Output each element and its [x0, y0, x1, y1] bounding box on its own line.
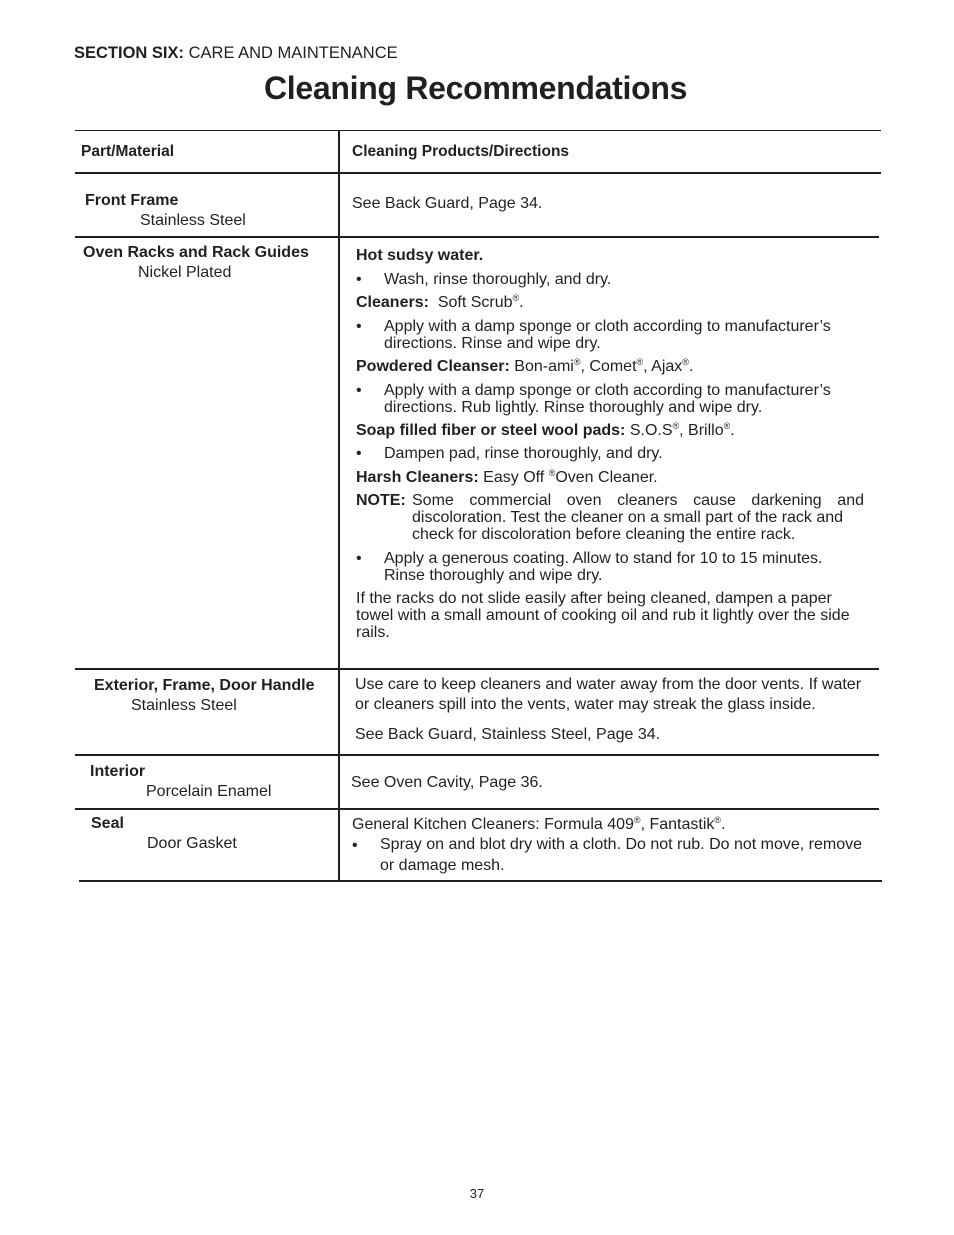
harsh-product: Oven Cleaner. — [555, 469, 658, 486]
row-divider — [75, 668, 879, 670]
tip-line-1: If the racks do not slide easily after being cleaned, dampen a paper — [356, 590, 832, 607]
bullet: • — [356, 318, 362, 335]
pads-line — [356, 422, 735, 439]
cleaners-step-line-2: directions. Rinse and wipe dry. — [384, 335, 601, 352]
cleaners-step-line-1: Apply with a damp sponge or cloth according to manufacturer’s — [384, 318, 831, 335]
seal-general-line — [352, 815, 725, 835]
punctuation: . — [519, 294, 524, 311]
hot-water-step: Wash, rinse thoroughly, and dry. — [384, 271, 612, 288]
note-label: NOTE: — [356, 492, 406, 509]
punctuation: , — [640, 816, 650, 833]
tip-line-2: towel with a small amount of cooking oil and rub it lightly over the side — [356, 607, 850, 624]
registered-mark: ® — [548, 468, 556, 478]
registered-mark: ® — [682, 357, 689, 367]
bullet: • — [352, 837, 358, 854]
section-name: CARE AND MAINTENANCE — [188, 44, 398, 62]
part-name: Oven Racks and Rack Guides — [83, 244, 309, 261]
part-material: Nickel Plated — [138, 264, 232, 281]
powdered-product: Comet — [589, 358, 637, 375]
row-divider — [75, 754, 879, 756]
punctuation: . — [721, 816, 726, 833]
pads-product: S.O.S — [629, 422, 673, 439]
bullet: • — [356, 271, 362, 288]
pads-label: Soap filled fiber or steel wool pads: — [356, 422, 626, 439]
registered-mark: ® — [636, 357, 644, 367]
column-header-part: Part/Material — [81, 143, 175, 160]
registered-mark: ® — [672, 421, 680, 431]
registered-mark: ® — [512, 293, 520, 303]
harsh-line — [356, 469, 658, 486]
cleaners-product: Soft Scrub — [437, 294, 513, 311]
note-line-3: check for discoloration before cleaning the entire rack. — [412, 526, 796, 543]
powdered-product: Ajax — [651, 358, 683, 375]
harsh-label: Harsh Cleaners: — [356, 469, 479, 486]
harsh-step-line-1: Apply a generous coating. Allow to stand for 10 to 15 minutes. — [384, 550, 823, 567]
pads-product: Brillo — [688, 422, 724, 439]
part-name: Seal — [91, 815, 124, 832]
powdered-line — [356, 358, 693, 375]
punctuation: , — [580, 358, 590, 375]
part-name: Exterior, Frame, Door Handle — [94, 677, 315, 694]
seal-general-product: Fantastik — [649, 816, 715, 833]
seal-general-prefix: General Kitchen Cleaners: Formula 409 — [352, 816, 634, 833]
bullet: • — [356, 445, 362, 462]
column-header-directions: Cleaning Products/Directions — [352, 143, 570, 160]
registered-mark: ® — [573, 357, 581, 367]
bullet: • — [356, 550, 362, 567]
directions-text: See Oven Cavity, Page 36. — [351, 774, 543, 791]
punctuation: . — [730, 422, 735, 439]
part-material: Stainless Steel — [131, 697, 237, 714]
section-label: SECTION SIX: — [74, 44, 185, 62]
tip-line-3: rails. — [356, 624, 390, 641]
header-bottom-rule — [75, 172, 881, 174]
directions-text: See Back Guard, Page 34. — [352, 195, 543, 212]
part-material: Porcelain Enamel — [146, 783, 272, 800]
powdered-step-line-2: directions. Rub lightly. Rinse thoroughly and wipe dry. — [384, 399, 763, 416]
seal-step-line-1: Spray on and blot dry with a cloth. Do not rub. Do not move, remove — [380, 836, 863, 853]
part-material: Stainless Steel — [140, 212, 246, 229]
harsh-prefix: Easy Off — [483, 469, 545, 486]
hot-water-heading: Hot sudsy water. — [356, 247, 484, 264]
exterior-line-2: or cleaners spill into the vents, water may streak the glass inside. — [355, 696, 816, 713]
registered-mark: ® — [633, 815, 641, 825]
punctuation: , — [679, 422, 689, 439]
cleaners-label: Cleaners: — [356, 294, 429, 311]
punctuation: , — [643, 358, 652, 375]
part-material: Door Gasket — [147, 835, 237, 852]
pads-step: Dampen pad, rinse thoroughly, and dry. — [384, 445, 663, 462]
table-bottom-rule — [79, 880, 882, 882]
section-heading — [74, 44, 398, 63]
page-title: Cleaning Recommendations — [264, 70, 688, 106]
note-line-1: Some commercial oven cleaners cause darkening and — [412, 492, 864, 509]
punctuation: . — [688, 358, 694, 375]
row-divider — [75, 808, 879, 810]
harsh-step-line-2: Rinse thoroughly and wipe dry. — [384, 567, 603, 584]
powdered-label: Powdered Cleanser: — [356, 358, 510, 375]
exterior-line-3: See Back Guard, Stainless Steel, Page 34. — [355, 726, 661, 743]
powdered-step-line-1: Apply with a damp sponge or cloth according to manufacturer’s — [384, 382, 831, 399]
exterior-line-1: Use care to keep cleaners and water away from the door vents. If water — [355, 676, 862, 693]
note-line-2: discoloration. Test the cleaner on a small part of the rack and — [412, 509, 844, 526]
part-name: Interior — [90, 763, 146, 780]
registered-mark: ® — [723, 421, 731, 431]
powdered-product: Bon-ami — [514, 358, 574, 375]
bullet: • — [356, 382, 362, 399]
seal-step-line-2: or damage mesh. — [380, 857, 505, 874]
registered-mark: ® — [714, 815, 722, 825]
table-top-rule — [75, 130, 881, 131]
page-number: 37 — [469, 1186, 485, 1201]
cleaners-line — [356, 294, 524, 311]
column-divider — [338, 131, 340, 882]
part-name: Front Frame — [85, 192, 179, 209]
row-divider — [75, 236, 879, 238]
